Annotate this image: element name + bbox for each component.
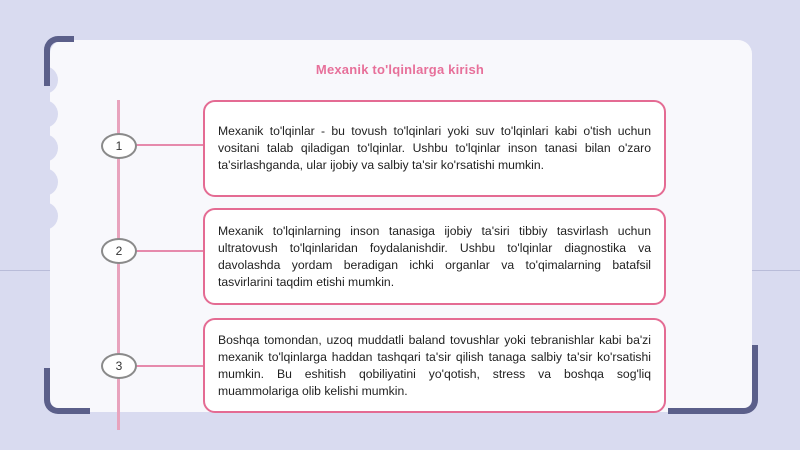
info-text-2: Mexanik to'lqinlarning inson tanasiga ijobiy ta'siri tibbiy tasvirlash uchun ultratovush to'lqinlaridan foydalanishdir. Ushbu to'lqinlar diagnostika va davolashda yordam beradigan ichki organlar va to'qimalarning batafsil tasvirlarini taqdim etishi mumkin. (218, 223, 651, 289)
slide-title: Mexanik to'lqinlarga kirish (315, 62, 485, 77)
binder-hole (30, 202, 58, 230)
info-box-2 (203, 208, 666, 305)
step-number-1: 1 (101, 133, 137, 159)
binder-hole (30, 100, 58, 128)
info-box-1 (203, 100, 666, 197)
info-box-3 (203, 318, 666, 413)
connector-line (133, 365, 203, 367)
frame-corner-bottom-left (44, 368, 90, 414)
binder-hole (30, 134, 58, 162)
binder-hole (30, 168, 58, 196)
connector-line (133, 250, 203, 252)
step-number-3: 3 (101, 353, 137, 379)
frame-corner-top-left (44, 36, 74, 86)
info-text-3: Boshqa tomondan, uzoq muddatli baland tovushlar yoki tebranishlar kabi ba'zi mexanik to'lqinlarga haddan tashqari ta'sir qilish tanaga salbiy ta'sir ko'rsatishi mumkin. Bu eshitish qobiliyatini yo'qotish, stress va boshqa sog'liq muammolariga olib kelishi mumkin. (218, 332, 651, 398)
frame-corner-bottom-right (668, 345, 758, 414)
step-number-2: 2 (101, 238, 137, 264)
info-text-1: Mexanik to'lqinlar - bu tovush to'lqinlari yoki suv to'lqinlari kabi o'tish uchun vositani talab qiladigan to'lqinlar. Ushbu to'lqinlar inson tanasi bilan o'zaro ta'sirlashganda, ular ijobiy va salbiy ta'sir ko'rsatishi mumkin. (218, 124, 651, 172)
connector-line (133, 144, 203, 146)
